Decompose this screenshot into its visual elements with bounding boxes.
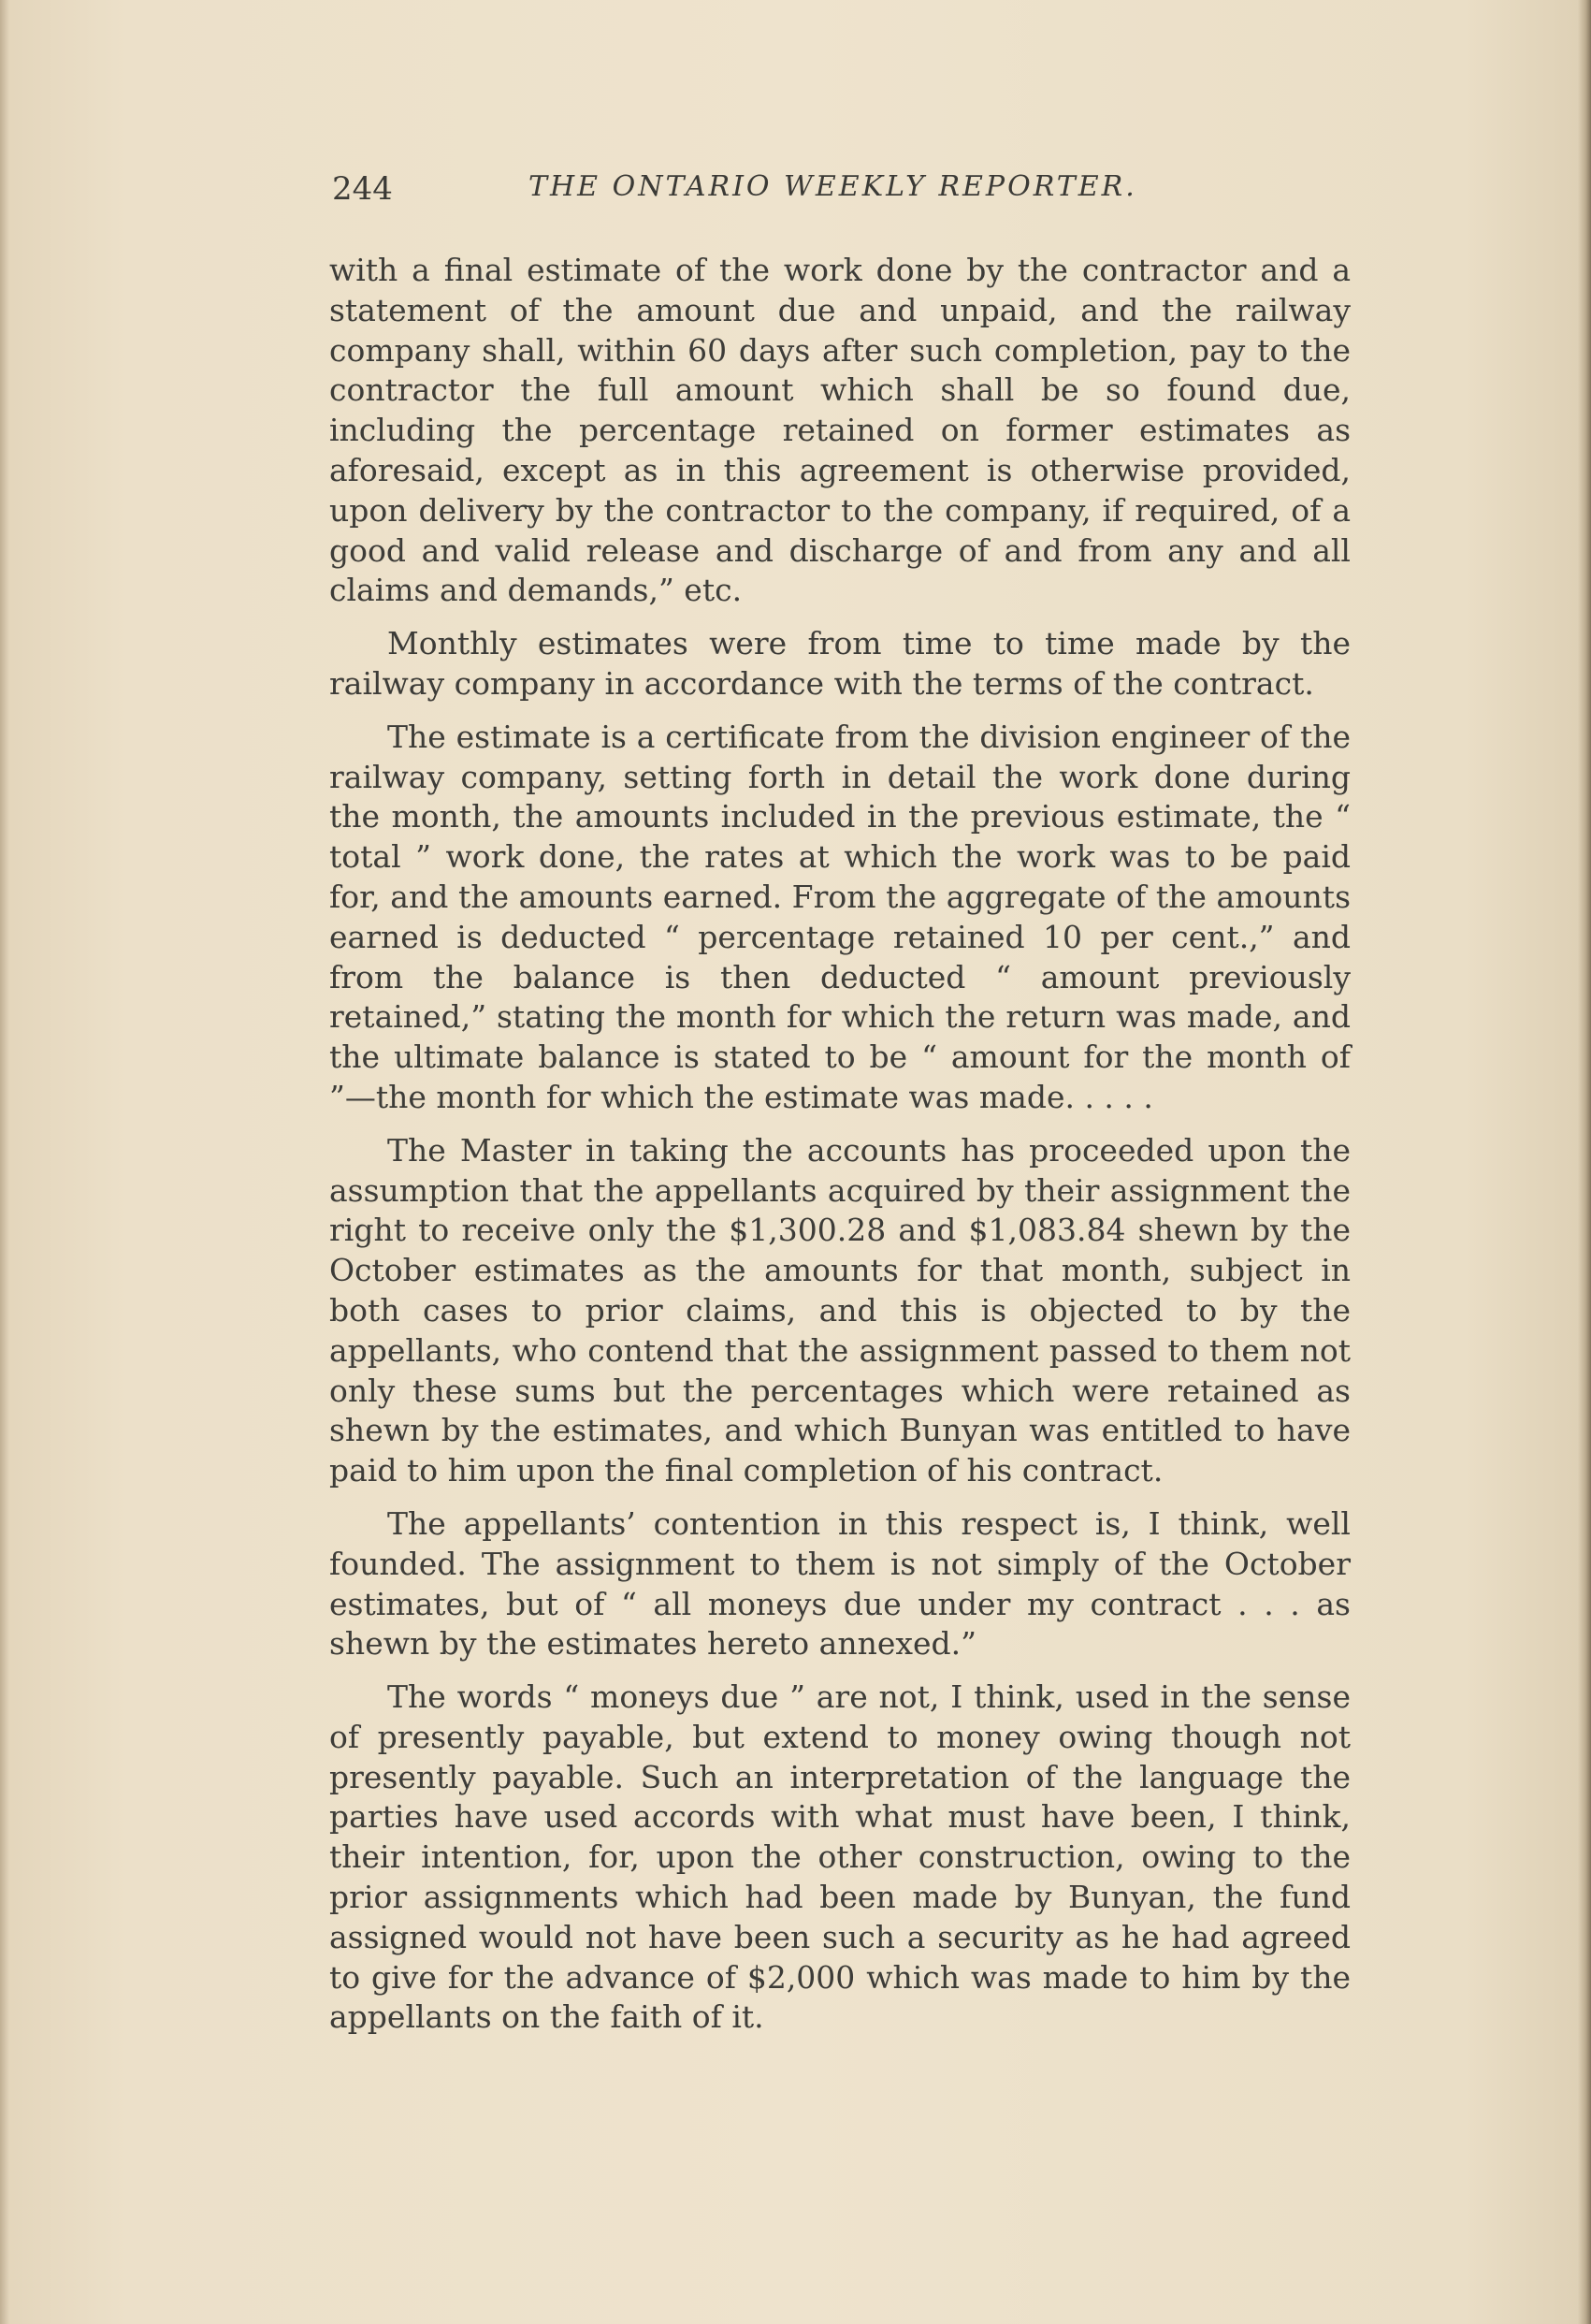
paragraph: The Master in taking the accounts has proceeded upon the assumption that the appellants acquired by their assignment the right to receive only the $1,300.28 and $1,083.84 shewn by the October estimates as the amounts for that month, subject in both cases to prior claims, and this is objected to by the appellants, who contend that the assignment passed to them not only these sums but the percentages which were retained as shewn by the estimates, and which Bunyan was entitled to have paid to him upon the final completion of his contract. [329, 1131, 1351, 1489]
paragraph: The words “ moneys due ” are not, I think, used in the sense of presently payable, but extend to money owing though not presently payable. Such an interpretation of the language the parties have used accords with what must have been, I think, their intention, for, upon the other construction, owing to the prior assignments which had been made by Bunyan, the fund assigned would not have been such a security as he had agreed to give for the advance of $2,000 which was made to him by the appellants on the faith of it. [329, 1678, 1351, 2036]
paragraph: The appellants’ contention in this respect is, I think, well founded. The assignment to them is not simply of the October estimates, but of “ all moneys due under my contract . . . as shewn by the estimates hereto annexed.” [329, 1504, 1351, 1663]
page-right-edge [1578, 0, 1591, 2324]
page-header [332, 170, 1155, 217]
page-number: 244 [332, 170, 393, 208]
paragraph: Monthly estimates were from time to time made by the railway company in accordance with the terms of the contract. [329, 625, 1351, 702]
paragraph: The estimate is a certificate from the division engineer of the railway company, setting forth in detail the work done during the month, the amounts included in the previous estimate, the “ total ” work done, the rates at which the work was to be paid for, and the amounts earned. From the aggregate of the amounts earned is deducted “ percentage retained 10 per cent.,” and from the balance is then deducted “ amount previously retained,” stating the month for which the return was made, and the ultimate balance is stated to be “ amount for the month of ”—the month for which the estimate was made. . . . . [329, 718, 1351, 1115]
paragraph-continuation: with a final estimate of the work done by the contractor and a statement of the amount due and unpaid, and the railway company shall, within 60 days after such completion, pay to the contractor the full amount which shall be so found due, including the percentage retained on former estimates as aforesaid, except as in this agreement is otherwise provided, upon delivery by the contractor to the company, if required, of a good and valid release and discharge of and from any and all claims and demands,” etc. [329, 252, 1351, 609]
body-text [329, 251, 1351, 2051]
running-title: THE ONTARIO WEEKLY REPORTER. [528, 170, 1137, 203]
page-left-edge [0, 0, 9, 2324]
